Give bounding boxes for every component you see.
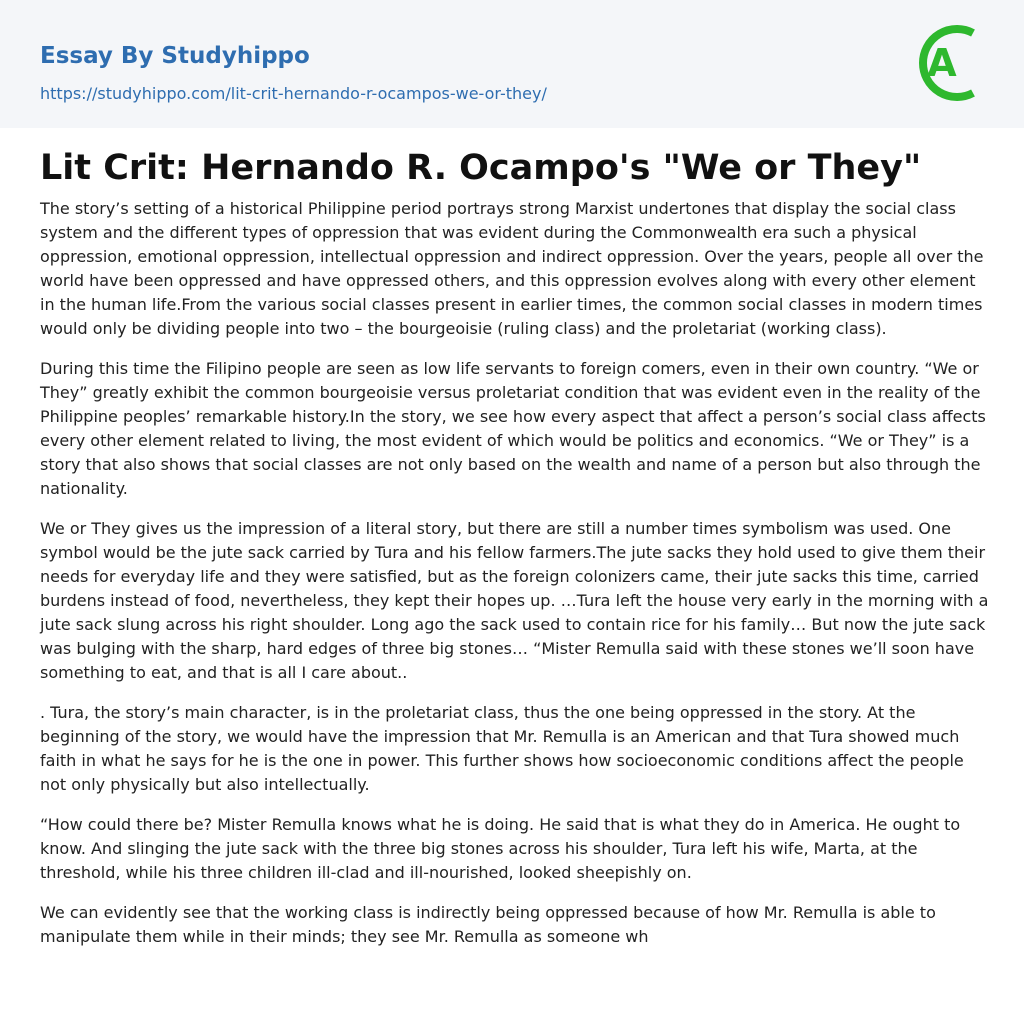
article-paragraph: The story’s setting of a historical Philippine period portrays strong Marxist undertones that display the social class system and the different types of oppression that was evident during the Commonwealth era such a physical oppression, emotional oppression, intellectual oppression and indirect oppression. Over the years, people all over the world have been oppressed and have oppressed others, and this oppression evolves along with every other element in the human life.From the various social classes present in earlier times, the common social classes in modern times would only be dividing people into two – the bourgeoisie (ruling class) and the proletariat (working class).: [40, 199, 984, 338]
article-paragraph: During this time the Filipino people are seen as low life servants to foreign comers, even in their own country. “We or They” greatly exhibit the common bourgeoisie versus proletariat condition that was evident even in the reality of the Philippine peoples’ remarkable history.In the story, we see how every aspect that affect a person’s social class affects every other element related to living, the most evident of which would be politics and economics. “We or They” is a story that also shows that social classes are not only based on the wealth and name of a person but also through the nationality.: [40, 359, 986, 498]
article-paragraph: “How could there be? Mister Remulla knows what he is doing. He said that is what they do in America. He ought to know. And slinging the jute sack with the three big stones across his shoulder, Tura left his wife, Marta, at the threshold, while his three children ill-clad and ill-nourished, looked sheepishly on.: [40, 815, 961, 882]
site-brand-title[interactable]: Essay By Studyhippo: [40, 43, 310, 69]
article-paragraph: We or They gives us the impression of a literal story, but there are still a number times symbolism was used. One symbol would be the jute sack carried by Tura and his fellow farmers.The jute sacks they hold used to give them their needs for everyday life and they were satisfied, but as the foreign colonizers came, their jute sacks this time, carried burdens instead of food, nevertheless, they kept their hopes up. …Tura left the house very early in the morning with a jute sack slung across his right shoulder. Long ago the sack used to contain rice for his family… But now the jute sack was bulging with the sharp, hard edges of three big stones… “Mister Remulla said with these stones we’ll soon have something to eat, and that is all I care about..: [40, 519, 989, 682]
source-url-link[interactable]: https://studyhippo.com/lit-crit-hernando-r-ocampos-we-or-they/: [40, 84, 547, 103]
article-paragraph: . Tura, the story’s main character, is in the proletariat class, thus the one being oppressed in the story. At the beginning of the story, we would have the impression that Mr. Remulla is an American and that Tura showed much faith in what he says for he is the one in power. This further shows how socioeconomic conditions affect the people not only physically but also intellectually.: [40, 703, 964, 794]
article-title: Lit Crit: Hernando R. Ocampo's "We or They": [40, 148, 922, 188]
article-content: [40, 145, 990, 965]
site-header: [0, 0, 1024, 128]
article-paragraph: We can evidently see that the working class is indirectly being oppressed because of how Mr. Remulla is able to manipulate them while in their minds; they see Mr. Remulla as someone wh: [40, 903, 936, 946]
logo-letter: A: [927, 41, 957, 85]
studyhippo-logo-icon[interactable]: [912, 18, 988, 108]
